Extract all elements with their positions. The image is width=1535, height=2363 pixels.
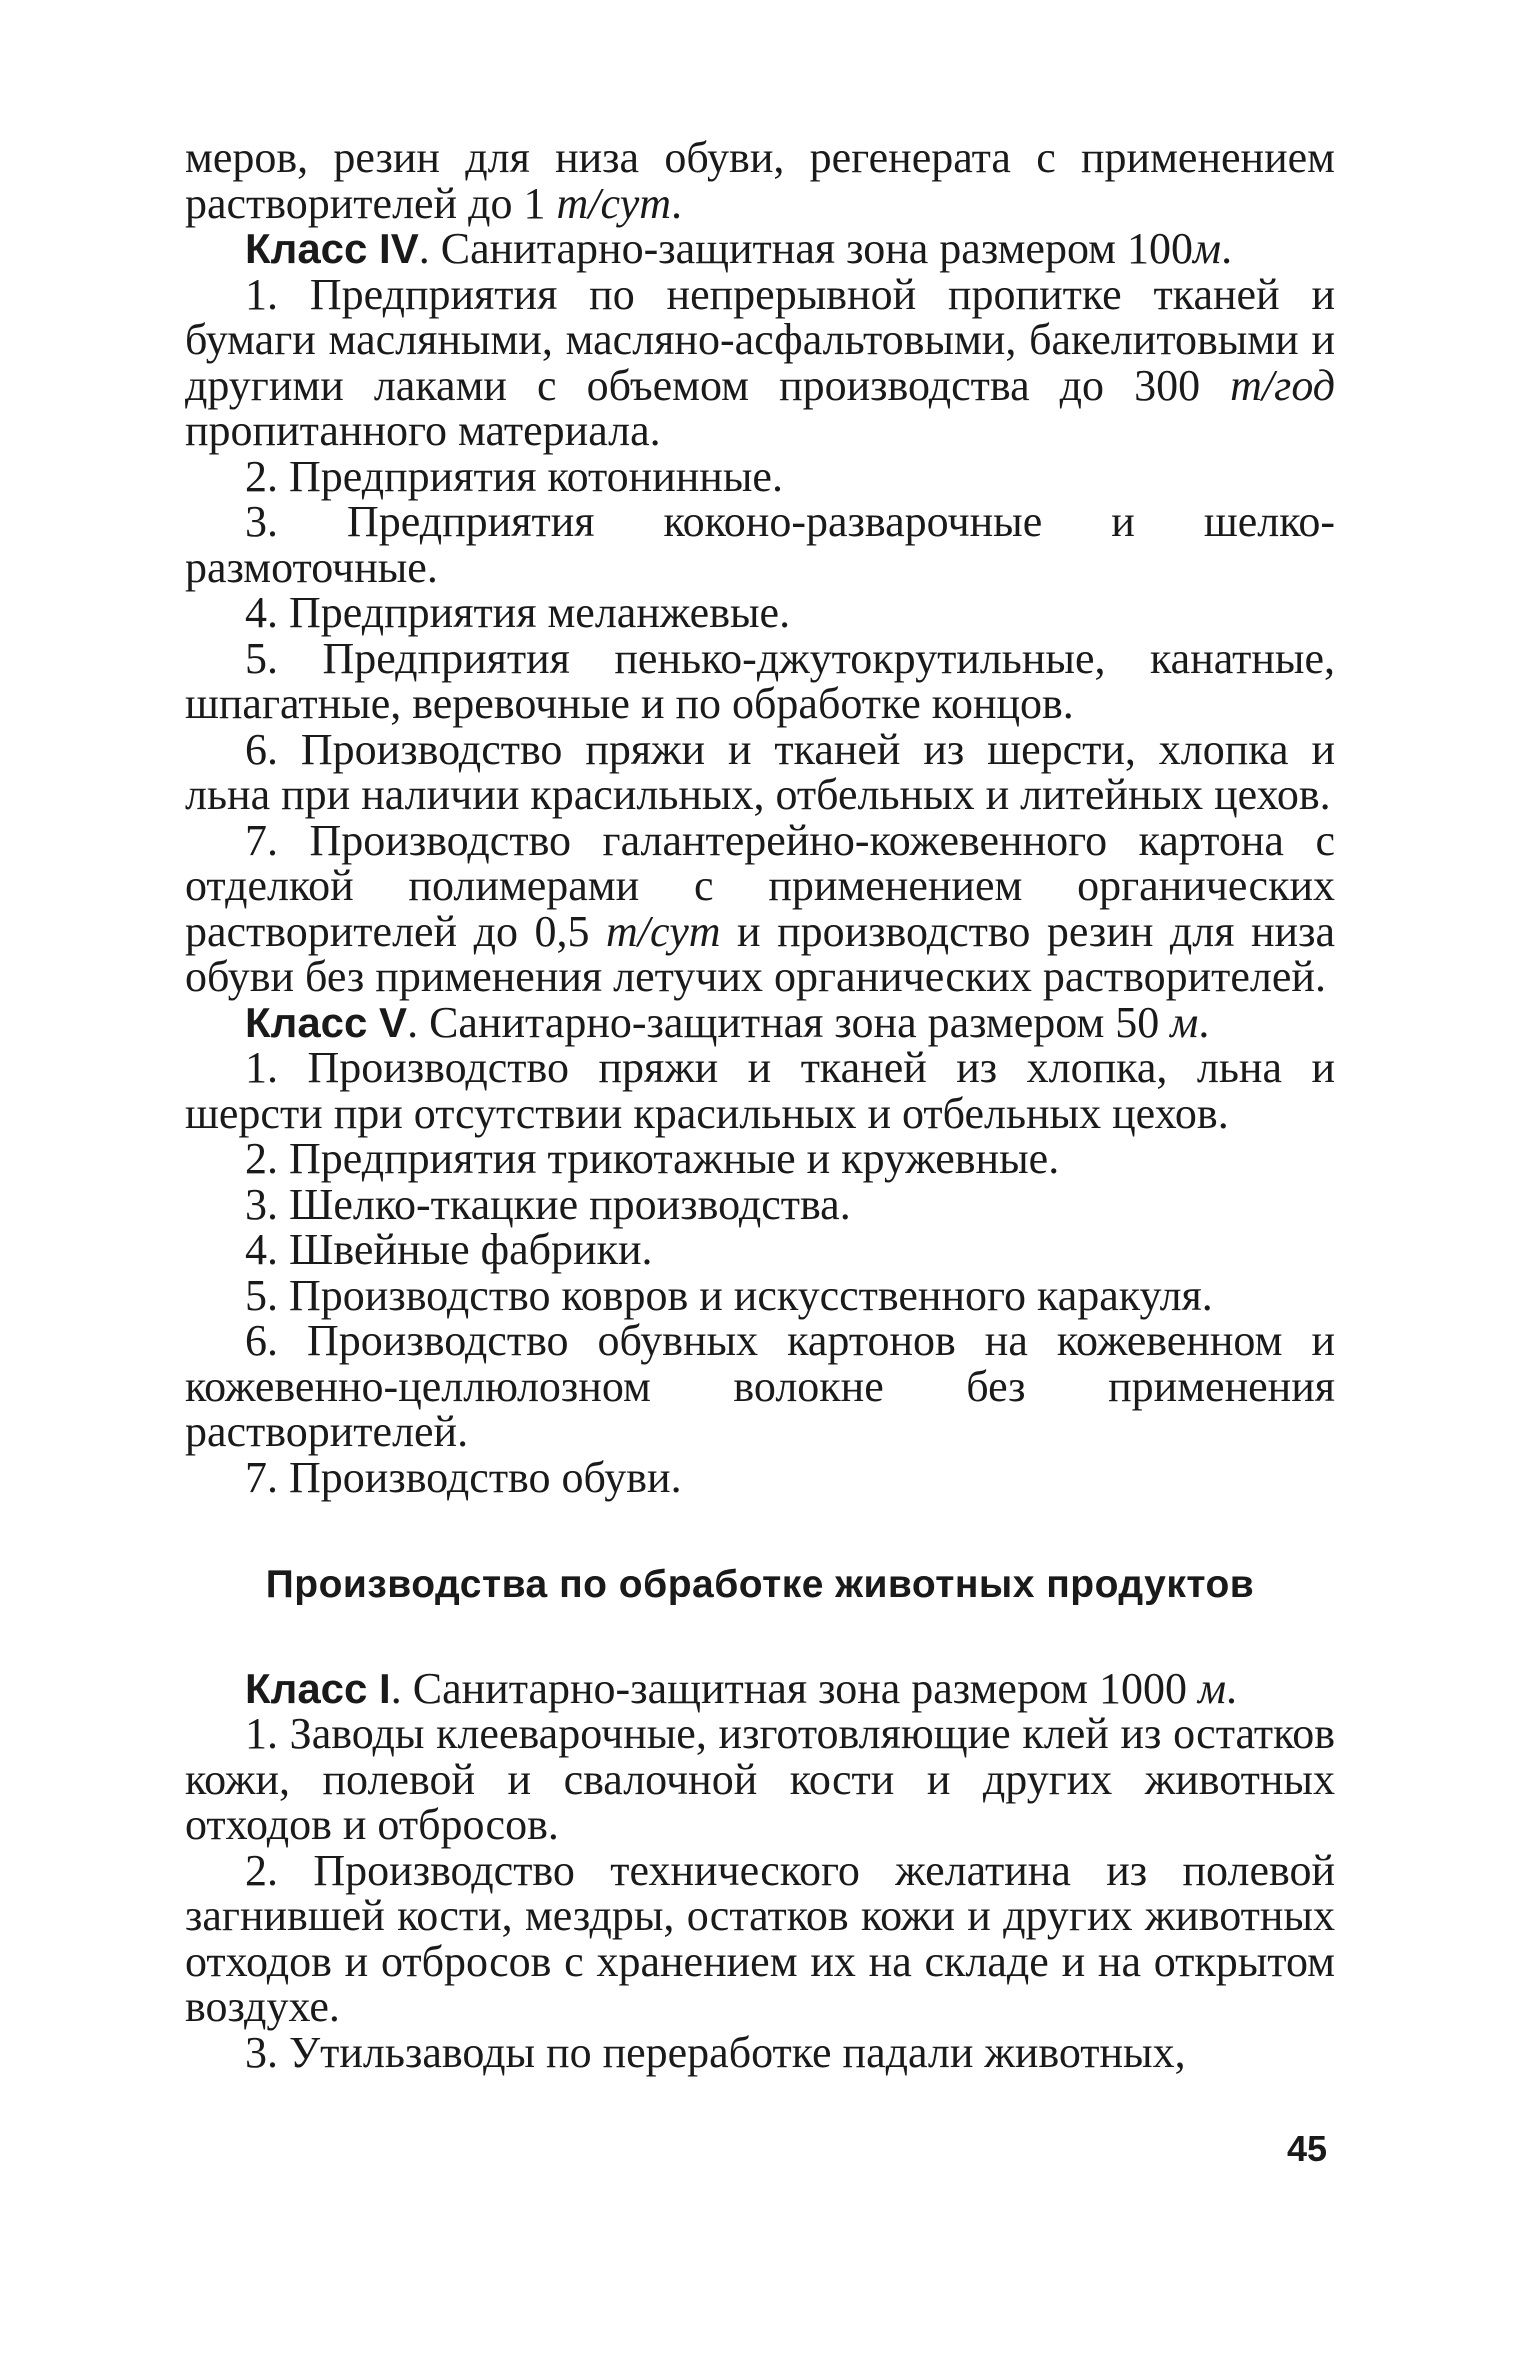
paragraph-tail: .: [1198, 997, 1210, 1047]
paragraph-text: 2. Производство технического желатина из полевой загнившей кости, мездры, остатков кожи и других животных отходов и отбросов с хранением их на складе и на открытом воздухе.: [185, 1845, 1335, 2031]
paragraph-text: . Санитарно-защитная зона размером 50: [407, 997, 1171, 1047]
paragraph-text: 4. Швейные фабрики.: [245, 1225, 653, 1274]
list-item: [185, 1179, 1335, 1229]
paragraph-tail: .: [1226, 1663, 1238, 1713]
unit-text: м: [1197, 1663, 1227, 1713]
bottom-section: [185, 1663, 1335, 2077]
paragraph-text: 4. Предприятия меланжевые.: [245, 588, 791, 637]
paragraph-text: 7. Производство галантерейно-кожевенного картона с отделкой полимерами с применением органических растворителей до 0,5: [185, 815, 1335, 956]
paragraph-text: . Санитарно-защитная зона размером 100: [418, 224, 1193, 273]
paragraph-text: . Санитарно-защитная зона размером 1000: [390, 1663, 1198, 1713]
list-item: [185, 1227, 1335, 1273]
paragraph-text: 2. Предприятия трикотажные и кружевные.: [245, 1134, 1060, 1183]
page-number: 45: [1286, 2128, 1327, 2169]
list-item: [185, 724, 1335, 819]
paragraph-tail: пропитанного материала.: [185, 406, 661, 455]
paragraph-text: 5. Предприятия пенько-джутокрутильные, канатные, шпагатные, веревочные и по обработке концов.: [185, 633, 1335, 728]
paragraph-text: 3. Предприятия коконо-разварочные и шелко-размоточные.: [185, 497, 1335, 592]
paragraph-text: 2. Предприятия котонинные.: [245, 451, 783, 501]
paragraph-tail: и производство резин для низа обуви без применения летучих органических растворителей.: [185, 906, 1335, 1001]
paragraph-text: 3. Утильзаводы по переработке падали животных,: [245, 2027, 1186, 2077]
paragraph-text: 3. Шелко-ткацкие производства.: [245, 1179, 851, 1229]
unit-text: т/сут: [605, 906, 721, 956]
unit-text: м: [1170, 997, 1199, 1047]
list-item: [185, 1318, 1335, 1455]
paragraph-text: 1. Производство пряжи и тканей из хлопка, льна и шерсти при отсутствии красильных и отбельных цехов.: [185, 1043, 1335, 1138]
continued-paragraph: [185, 135, 1335, 226]
class-heading: [185, 997, 1335, 1047]
list-item: [185, 1045, 1335, 1136]
top-section: [185, 135, 1335, 1500]
page-body: [185, 135, 1335, 2075]
list-item: [185, 590, 1335, 636]
paragraph-text: 1. Заводы клееварочные, изготовляющие клей из остатков кожи, полевой и свалочной кости и других животных отходов и отбросов.: [185, 1709, 1335, 1849]
paragraph-text: 1. Предприятия по непрерывной пропитке тканей и бумаги масляными, масляно-асфальтовыми, бакелитовыми и другими лаками с объемом производства до 300: [185, 269, 1335, 410]
list-item: [185, 1270, 1335, 1320]
list-item: [185, 633, 1335, 728]
list-item: [185, 499, 1335, 590]
list-item: [185, 1136, 1335, 1182]
class-label: Класс I: [245, 1664, 391, 1712]
paragraph-text: 6. Производство обувных картонов на кожевенном и кожевенно-целлюлозном волокне без применения растворителей.: [185, 1316, 1335, 1456]
class-label: Класс IV: [245, 225, 419, 272]
paragraph-text: 5. Производство ковров и искусственного каракуля.: [245, 1270, 1213, 1320]
paragraph-tail: .: [1221, 224, 1233, 273]
unit-text: т/сут: [556, 178, 672, 228]
paragraph-text: 7. Производство обуви.: [245, 1452, 682, 1502]
section-heading: Производства по обработке животных продуктов: [265, 1563, 1255, 1606]
paragraph-text: 6. Производство пряжи и тканей из шерсти, хлопка и льна при наличии красильных, отбельных и литейных цехов.: [185, 724, 1335, 819]
class-label: Класс V: [245, 998, 408, 1046]
list-item: [185, 2027, 1335, 2077]
unit-text: м: [1192, 224, 1222, 273]
unit-text: т/год: [1230, 360, 1335, 410]
list-item: [185, 1711, 1335, 1848]
paragraph-text: меров, резин для низа обуви, регенерата с применением растворителей до 1: [185, 133, 1335, 228]
list-item: [185, 1845, 1335, 2031]
list-item: [185, 815, 1335, 1001]
list-item: [185, 1452, 1335, 1502]
class-heading: [185, 226, 1335, 272]
paragraph-tail: .: [671, 178, 683, 228]
list-item: [185, 269, 1335, 455]
class-heading: [185, 1663, 1335, 1713]
list-item: [185, 451, 1335, 501]
